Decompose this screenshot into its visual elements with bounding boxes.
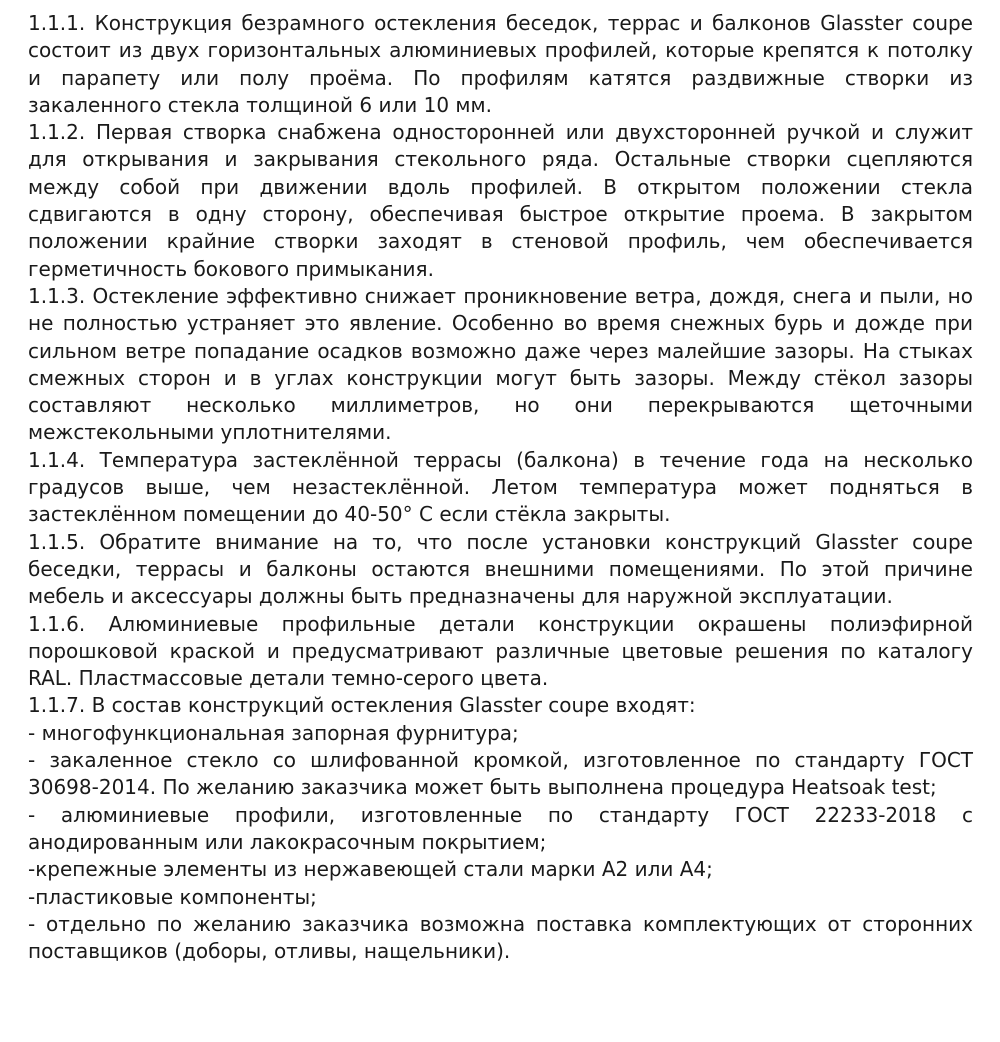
components-list <box>28 720 973 966</box>
list-item: -пластиковые компоненты; <box>28 884 317 909</box>
paragraph-1-1-2: 1.1.2. Первая створка снабжена односторонней или двухсторонней ручкой и служит для открывания и закрывания стекольного ряда. Остальные створки сцепляются между собой при движении вдоль профилей. В открытом положении стекла сдвигаются в одну сторону, обеспечивая быстрое открытие проема. В закрытом положении крайние створки заходят в стеновой профиль, чем обеспечивается герметичность бокового примыкания. <box>28 120 973 281</box>
list-item: - многофункциональная запорная фурнитура; <box>28 720 519 745</box>
list-item: - закаленное стекло со шлифованной кромкой, изготовленное по стандарту ГОСТ 30698-2014. По желанию заказчика может быть выполнена процедура Heatsoak test; <box>28 748 973 800</box>
paragraph-1-1-3: 1.1.3. Остекление эффективно снижает проникновение ветра, дождя, снега и пыли, но не полностью устраняет это явление. Особенно во время снежных бурь и дожде при сильном ветре попадание осадков возможно даже через малейшие зазоры. На стыках смежных сторон и в углах конструкции могут быть зазоры. Между стёкол зазоры составляют несколько миллиметров, но они перекрываются щеточными межстекольными уплотнителями. <box>28 283 973 445</box>
list-item: -крепежные элементы из нержавеющей стали марки А2 или А4; <box>28 857 713 882</box>
paragraph-1-1-7: 1.1.7. В состав конструкций остекления Glasster coupe входят: <box>28 693 696 718</box>
paragraph-1-1-6: 1.1.6. Алюминиевые профильные детали конструкции окрашены полиэфирной порошковой краской и предусматривают различные цветовые решения по каталогу RAL. Пластмассовые детали темно-серого цвета. <box>28 611 973 691</box>
paragraph-1-1-1: 1.1.1. Конструкция безрамного остекления беседок, террас и балконов Glasster coupe состоит из двух горизонтальных алюминиевых профилей, которые крепятся к потолку и парапету или полу проёма. По профилям катятся раздвижные створки из закаленного стекла толщиной 6 или 10 мм. <box>28 11 973 117</box>
paragraph-1-1-4: 1.1.4. Температура застеклённой террасы (балкона) в течение года на несколько градусов выше, чем незастеклённой. Летом температура может подняться в застеклённом помещении до 40-50° С если стёкла закрыты. <box>28 447 973 527</box>
paragraph-1-1-5: 1.1.5. Обратите внимание на то, что после установки конструкций Glasster coupe беседки, террасы и балконы остаются внешними помещениями. По этой причине мебель и аксессуары должны быть предназначены для наружной эксплуатации. <box>28 529 973 609</box>
list-item: - отдельно по желанию заказчика возможна поставка комплектующих от сторонних поставщиков (доборы, отливы, нащельники). <box>28 911 973 964</box>
list-item: - алюминиевые профили, изготовленные по стандарту ГОСТ 22233-2018 с анодированным или лакокрасочным покрытием; <box>28 802 973 854</box>
